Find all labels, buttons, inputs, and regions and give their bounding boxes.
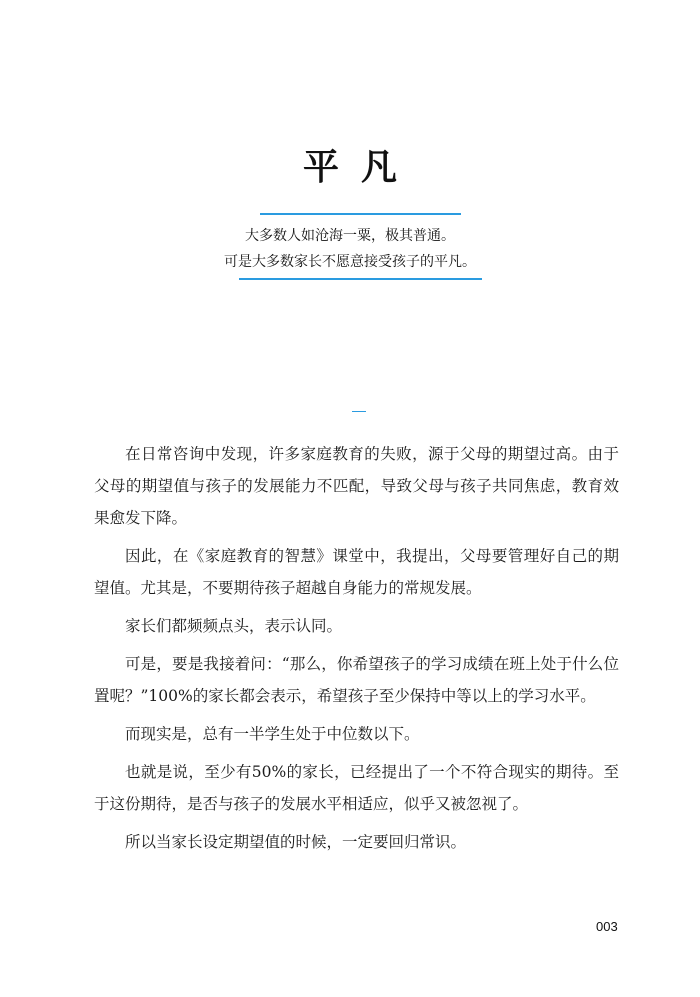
paragraph: 也就是说，至少有50%的家长，已经提出了一个不符合现实的期待。至于这份期待，是否与孩子的发展水平相适应，似乎又被忽视了。 (94, 763, 619, 813)
subtitle-top-rule (260, 213, 461, 215)
paragraph: 所以当家长设定期望值的时候，一定要回归常识。 (125, 833, 467, 851)
section-dash-ornament (352, 411, 366, 412)
subtitle-line-1: 大多数人如沧海一粟，极其普通。 (245, 228, 455, 244)
paragraph: 在日常咨询中发现，许多家庭教育的失败，源于父母的期望过高。由于父母的期望值与孩子的发展能力不匹配，导致父母与孩子共同焦虑，教育效果愈发下降。 (94, 445, 619, 527)
page-number: 003 (596, 919, 618, 934)
paragraph: 家长们都频频点头，表示认同。 (125, 617, 343, 635)
chapter-title: 平凡 (302, 146, 419, 188)
paragraph: 可是，要是我接着问：“那么，你希望孩子的学习成绩在班上处于什么位置呢？”100%的家长都会表示，希望孩子至少保持中等以上的学习水平。 (94, 655, 619, 705)
subtitle-bottom-rule (239, 278, 482, 280)
paragraph: 因此，在《家庭教育的智慧》课堂中，我提出，父母要管理好自己的期望值。尤其是，不要期待孩子超越自身能力的常规发展。 (94, 547, 619, 597)
subtitle-line-2: 可是大多数家长不愿意接受孩子的平凡。 (224, 254, 476, 270)
body-text (94, 438, 619, 864)
paragraph: 而现实是，总有一半学生处于中位数以下。 (125, 725, 420, 743)
